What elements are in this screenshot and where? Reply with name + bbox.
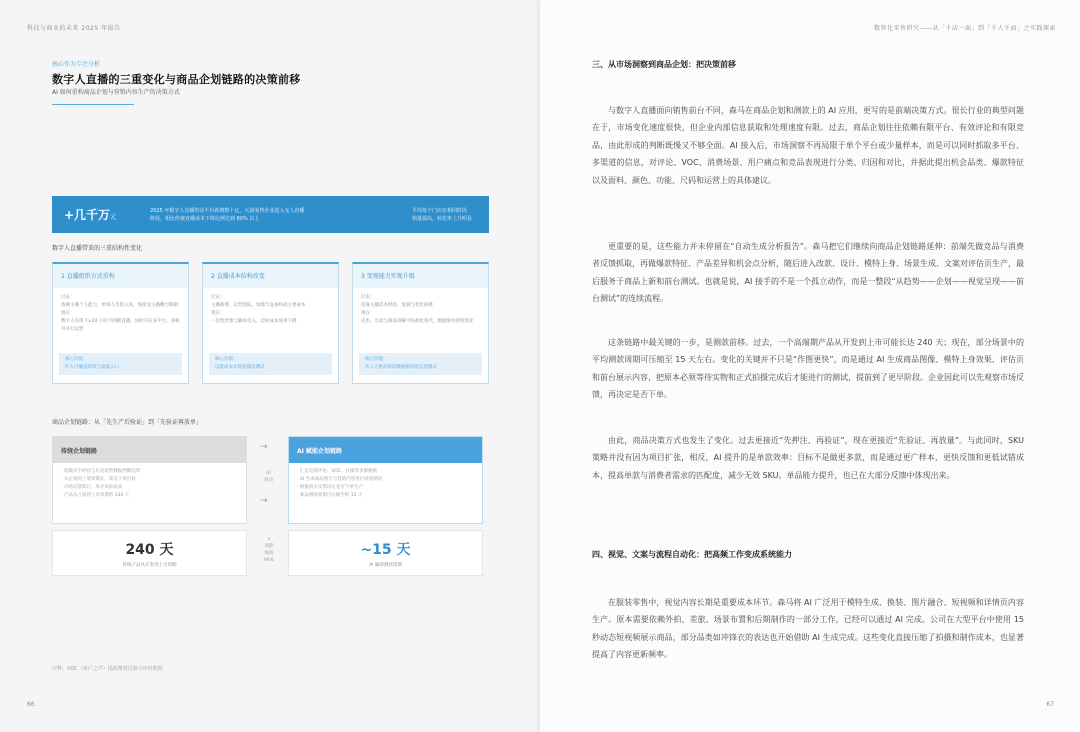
traditional-body (53, 463, 246, 505)
card-footer-label: 核心价值： (215, 357, 238, 362)
stat-caption: 传统产品从开发到上市周期 (122, 563, 177, 568)
card-footer (209, 353, 332, 375)
card-line: 依靠主播话术经验，复制与优化困难 (361, 303, 433, 308)
stat-value: 240 天 (125, 542, 174, 558)
traditional-title: 传统企划链路 (53, 437, 246, 463)
section-heading-3 (592, 59, 1024, 70)
stat-value: ~15 天 (360, 542, 411, 558)
card-line: 一次性形象与脚本投入，边际成本显著下降 (211, 319, 297, 324)
banner-value (52, 206, 142, 223)
traditional-box (52, 436, 247, 524)
compare-line: · 市场反馈滞后，库存风险较高 (61, 485, 123, 490)
mid-note (264, 470, 273, 484)
heading-text: 三、从市场洞察到商品企划：把决策前移 (592, 60, 736, 69)
chevron-down-icon: ∨ (267, 537, 271, 542)
card-line: 过去： (361, 295, 375, 300)
ai-box (288, 436, 483, 524)
card-title: 3 变现能力实现升级 (353, 264, 488, 288)
card-line: 现在： (211, 311, 225, 316)
paragraph (592, 102, 1024, 189)
right-running-head: 数智化零售研究——从「千店一面」到「千人千面」之实践探索 (873, 25, 1056, 32)
banner-note-line: 平均每个门店在相同时段 (412, 207, 468, 214)
section-heading-4 (592, 549, 1024, 560)
compare-line: · 新品测款周期可压缩至约 15 天 (297, 493, 363, 498)
card-title: 2 直播成本结构改变 (203, 264, 338, 288)
banner-description-line: 阶段，相比传统直播成本下降比例达到 80% 以上 (150, 215, 260, 222)
heading-text: 四、视觉、文案与流程自动化：把高频工作变成系统能力 (592, 550, 792, 559)
paragraph-text: 由此，商品决策方式也发生了变化。过去更接近“先押注、再验证”，现在更接近“先验证、再放量”。与此同时，SKU 策略并没有因为项目扩张，相反，AI 提升的是单款效率：目标不是做更多款，而是通过更广样本、更快反馈和更低试错成本，提高单款与消费者需求的匹配度，减少无效 SKU。单品能力提升，也已在大部分反馈中体现出来。 (592, 436, 1024, 480)
card-line: 过去： (61, 295, 75, 300)
card-footer-text: 扩大可覆盖时段与流量入口 (65, 365, 119, 370)
card-title: 1 直播组织方式重构 (53, 264, 188, 288)
banner-description-line: 2025 年数字人直播带动平台新增数十亿，大量零售企业进入无人直播 (150, 207, 305, 214)
reduction-note (264, 536, 274, 564)
paragraph-text: 与数字人直播面向销售前台不同，森马在商品企划和测款上的 AI 应用，更写的是前端决策方式。很长行业的典型问题在于，市场变化速度很快，但企业内部信息获取和处理速度有限。过去，商品企划往往依赖有限平台、有效评论和有限竞品，由此形成的判断既慢又不够全面。AI 接入后，市场洞察不再局限于单个平台或少量样本，而是可以同时抓取多平台、多渠道的信息，对评论、VOC、消费场景、用户痛点和竞品表现进行分类、归因和对比，并据此提出机会品类、爆款特征以及面料、颜色、功能、尺码和运营上的具体建议。 (592, 106, 1024, 185)
change-card (352, 262, 489, 384)
banner-note-line: 销量提高，转化率上升明显 (412, 215, 473, 222)
ai-title: AI 赋能企划链路 (289, 437, 482, 463)
banner-value-number: +几千万 (64, 208, 111, 222)
card-footer (359, 353, 482, 375)
paragraph-text: 更重要的是，这些能力并未停留在“自动生成分析报告”。森马把它们继续向商品企划链路延伸：前端先做竞品与消费者反馈抓取，再做爆款特征、产品差异和机会点分析，随后进入改款、设计、模特上身、场景生成、文案对评估页生产，最后服务于商品上新和前台测试。也就是说，AI 接手的不是一个孤立动作，而是一整段“从趋势——企划——视觉呈现——前台测试”的连续流程。 (592, 242, 1024, 304)
banner-description (142, 207, 392, 223)
reduction-line: 缩短 (264, 551, 274, 556)
reduction-line: 周期 (264, 544, 274, 549)
paragraph (592, 594, 1024, 664)
reduction-line: 94% (264, 558, 275, 563)
card-footer-text: 从人力驱动转向数据驱动的运营模式 (365, 365, 437, 370)
card-line: 话术、互动与商品讲解可标准化迭代，数据驱动持续优化 (361, 319, 474, 324)
paragraph (592, 432, 1024, 484)
cards-section-label: 数字人直播带来的三重结构性变化 (52, 245, 143, 252)
card-line: 现在： (61, 311, 75, 316)
card-body (53, 288, 188, 340)
right-page-number: 67 (1046, 701, 1054, 708)
page-title: 数字人直播的三重变化与商品企划链路的决策前移 (52, 73, 301, 86)
arrow-right-icon: → (260, 442, 268, 452)
left-running-head: 科技与商业的未来 2025 年报告 (27, 25, 121, 32)
traditional-stat (52, 530, 247, 576)
paragraph (592, 238, 1024, 308)
banner-value-unit: 元 (110, 214, 117, 221)
arrow-right-icon: → (260, 496, 268, 506)
ai-stat (288, 530, 483, 576)
paragraph-text: 这条链路中最关键的一步，是测款前移。过去，一个高端期产品从开发到上市可能长达 240 天；现在，部分场景中的平均测款周期可压缩至 15 天左右。变化的关键并不只是“作图更快”，而是通过 AI 生成商品图像、模特上身效果、评估页和前台展示内容，把原本必须等待实物和正式拍摄完成后才能进行的测试，提前到了更早阶段。企业因此可以先观察市场反馈，再决定是否下单。 (592, 338, 1024, 400)
footnote: 注释：VOC（客户之声）指消费者反馈与评价数据 (52, 666, 163, 672)
compare-line: · AI 生成商品图片与营销内容进行前置测试 (297, 477, 383, 482)
card-footer-label: 核心价值： (65, 357, 88, 362)
compare-line: · 汇总电商评论、VOC、社媒等多源数据 (297, 469, 378, 474)
change-card (202, 262, 339, 384)
compare-line: · 依赖买手经验与历史销售数据判断趋势 (61, 469, 141, 474)
mid-note-line: 驱动 (264, 478, 273, 483)
highlight-banner (52, 196, 489, 233)
section-kicker: 核心作为专注分析 (52, 61, 101, 68)
card-line: 过去： (211, 295, 225, 300)
title-divider (52, 104, 134, 105)
card-line: 数字人实现 7×24 小时不间断直播，同时可在多平台、多账号并行运营 (61, 319, 180, 332)
compare-line: · 根据真实反馈决定是否下单生产 (297, 485, 363, 490)
card-line: 依赖主播个人能力，单场人员投入高，场次受主播精力限制 (61, 303, 178, 308)
stat-caption: AI 辅助测款周期 (369, 563, 402, 568)
left-page-number: 66 (27, 701, 35, 708)
compare-line: · 产品从立项到上市周期约 240 天 (61, 493, 130, 498)
paragraph (592, 334, 1024, 404)
ai-body (289, 463, 482, 505)
card-line: 现在： (361, 311, 375, 316)
mid-note-line: AI (266, 471, 271, 476)
page-subtitle: AI 如何重构商品企划与营销内容生产的决策方式 (52, 89, 180, 96)
compare-diagram (52, 436, 489, 580)
change-cards (52, 262, 489, 384)
banner-note (392, 207, 472, 223)
card-body (203, 288, 338, 332)
card-footer-text: 以低成本实现高频次测试 (215, 365, 265, 370)
card-body (353, 288, 488, 332)
change-card (52, 262, 189, 384)
paragraph-text: 在服装零售中，视觉内容长期是重要成本环节。森马将 AI 广泛用于模特生成、换装、图片融合、短视频和详情页内容生产。原本需要依赖外拍、差旅、场景布置和后期制作的一部分工作，已经可以通过 AI 完成。公司在大型平台中使用 15 秒动态短视频展示商品，部分品类如冲锋衣的表达也开始借助 AI 生成完成。这些变化直接压缩了拍摄和制作成本，也显著提高了内容更新频率。 (592, 598, 1024, 660)
compare-section-label: 商品企划链路：从「先生产后验证」到「先验证再放单」 (52, 419, 203, 426)
card-footer-label: 核心价值： (365, 357, 388, 362)
right-page (540, 0, 1080, 732)
card-line: 主播薪资、运营团队、场地与设备构成主要成本 (211, 303, 306, 308)
card-footer (59, 353, 182, 375)
compare-line: · 从企划到上架周期长，需先下单打样 (61, 477, 136, 482)
